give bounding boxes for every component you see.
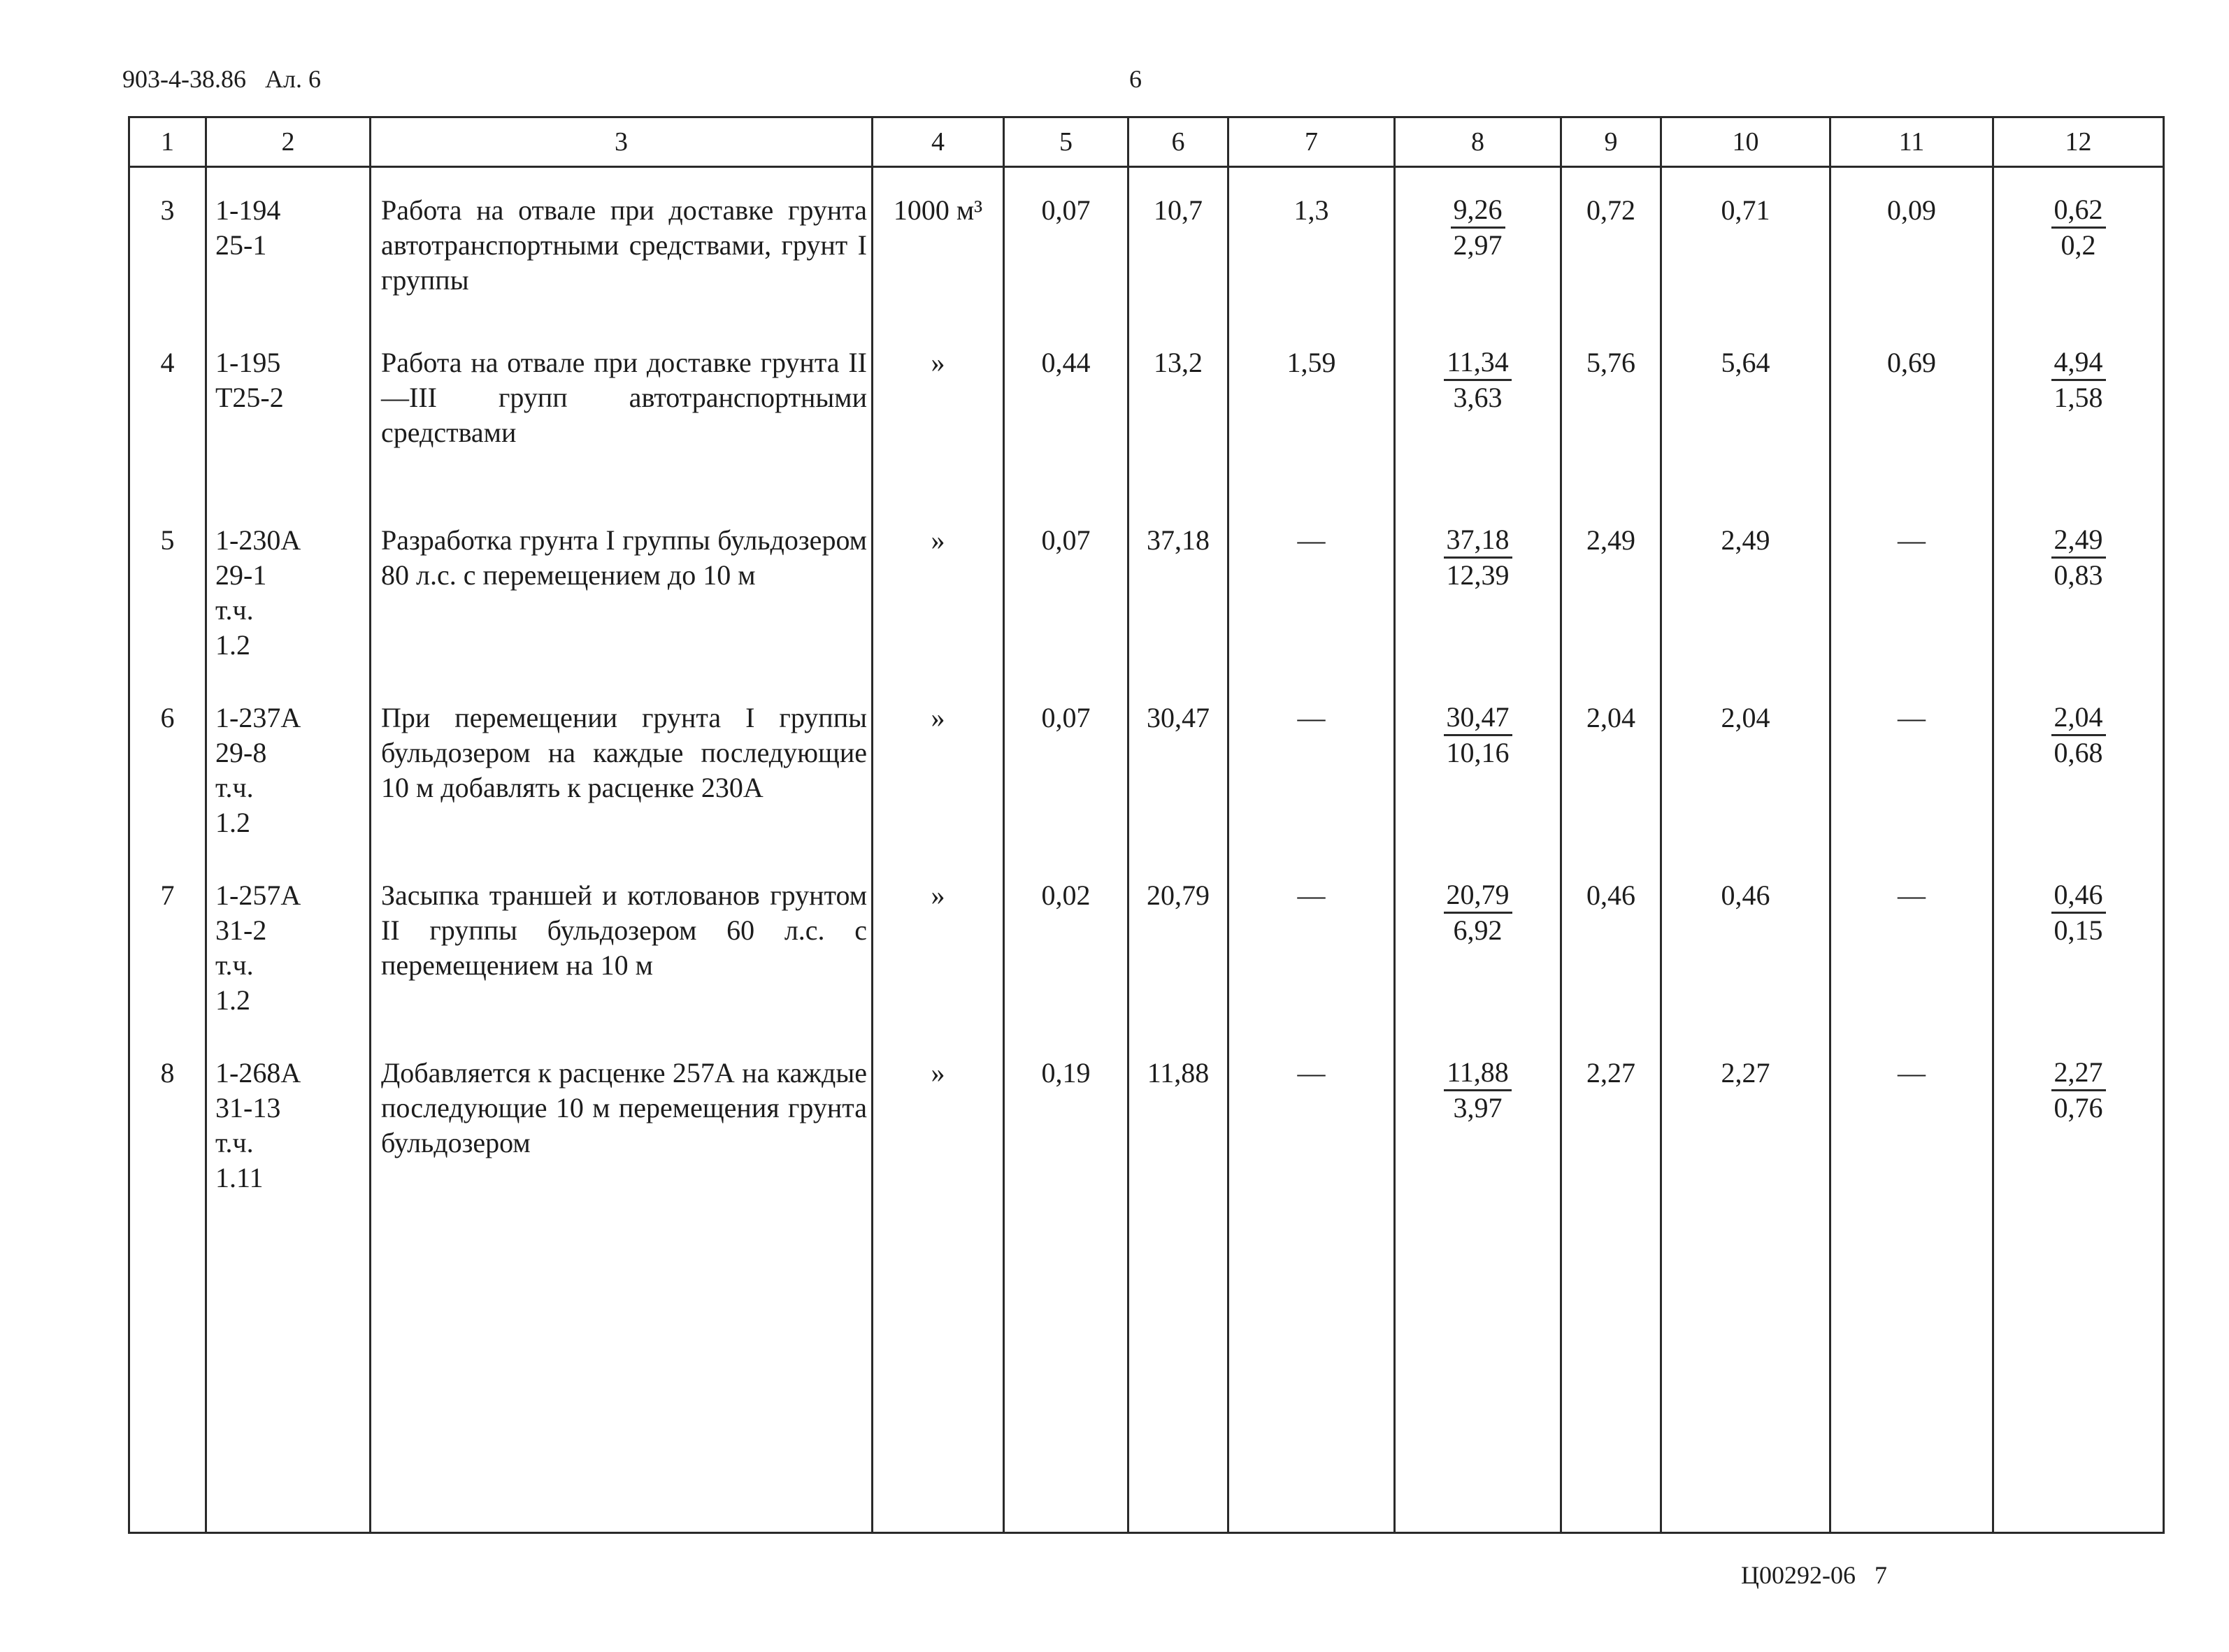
code-line: 1-257А xyxy=(215,879,301,911)
code-line: 25-1 xyxy=(215,229,267,261)
cell-n: 5 xyxy=(129,523,206,701)
cell-desc: Добавляется к расценке 257А на каждые последующие 10 м перемещения грунта бульдозером xyxy=(371,1056,873,1233)
cell-c5: 0,19 xyxy=(1004,1056,1128,1233)
footer-code: Ц00292-06 7 xyxy=(1741,1561,1887,1589)
denominator: 0,83 xyxy=(2054,559,2103,591)
fraction xyxy=(2051,1056,2106,1125)
cell-c6: 13,2 xyxy=(1128,345,1228,523)
cell-code xyxy=(206,523,371,701)
cell-c9: 2,49 xyxy=(1561,523,1661,701)
cell-c5: 0,44 xyxy=(1004,345,1128,523)
numerator: 0,46 xyxy=(2051,878,2106,914)
cell-code xyxy=(206,167,371,346)
cell-c5: 0,02 xyxy=(1004,878,1128,1056)
col-header: 9 xyxy=(1561,117,1661,167)
cell-desc: Разработка грунта I группы бульдозером 80 л.с. с перемещением до 10 м xyxy=(371,523,873,701)
numerator: 30,47 xyxy=(1444,701,1512,736)
denominator: 3,97 xyxy=(1453,1092,1503,1123)
cell-c10: 0,71 xyxy=(1661,167,1830,346)
code-line: 1-195 xyxy=(215,347,281,378)
cell-c8 xyxy=(1395,345,1561,523)
col-header: 1 xyxy=(129,117,206,167)
numerator: 0,62 xyxy=(2051,193,2106,229)
denominator: 12,39 xyxy=(1446,559,1510,591)
numerator: 11,34 xyxy=(1444,345,1512,381)
table-row xyxy=(129,1056,2164,1233)
numerator: 9,26 xyxy=(1451,193,1505,229)
cell-c12 xyxy=(1993,878,2164,1056)
cell-c9: 0,46 xyxy=(1561,878,1661,1056)
cell-unit: » xyxy=(873,523,1004,701)
blank-cell xyxy=(1128,1233,1228,1533)
cell-n: 6 xyxy=(129,701,206,878)
cell-c11: 0,09 xyxy=(1830,167,1993,346)
cell-c8 xyxy=(1395,878,1561,1056)
cell-c7: — xyxy=(1228,1056,1395,1233)
fraction xyxy=(1444,523,1512,592)
numerator: 11,88 xyxy=(1444,1056,1512,1091)
denominator: 0,2 xyxy=(2060,229,2096,261)
cell-c9: 2,27 xyxy=(1561,1056,1661,1233)
cell-n: 8 xyxy=(129,1056,206,1233)
code-line: т.ч. xyxy=(215,1127,254,1158)
cell-c8 xyxy=(1395,701,1561,878)
denominator: 0,68 xyxy=(2054,737,2103,768)
table-row xyxy=(129,167,2164,346)
cell-code xyxy=(206,878,371,1056)
numerator: 2,04 xyxy=(2051,701,2106,736)
code-line: 1.2 xyxy=(215,629,250,661)
col-header: 4 xyxy=(873,117,1004,167)
cell-c7: 1,3 xyxy=(1228,167,1395,346)
cell-c10: 5,64 xyxy=(1661,345,1830,523)
cell-unit: 1000 м³ xyxy=(873,167,1004,346)
col-header: 6 xyxy=(1128,117,1228,167)
code-line: 1-268А xyxy=(215,1057,301,1089)
fraction xyxy=(1444,1056,1512,1125)
cell-c5: 0,07 xyxy=(1004,167,1128,346)
fraction xyxy=(2051,878,2106,947)
blank-cell xyxy=(1830,1233,1993,1533)
cell-code xyxy=(206,1056,371,1233)
cell-c5: 0,07 xyxy=(1004,523,1128,701)
fraction xyxy=(1444,701,1512,770)
fraction xyxy=(2051,701,2106,770)
numerator: 20,79 xyxy=(1444,878,1512,914)
col-header: 11 xyxy=(1830,117,1993,167)
blank-cell xyxy=(1395,1233,1561,1533)
cell-c6: 37,18 xyxy=(1128,523,1228,701)
cell-c10: 2,04 xyxy=(1661,701,1830,878)
cell-desc: При перемещении грунта I группы бульдозером на каждые последующие 10 м добавлять к расценке 230А xyxy=(371,701,873,878)
fraction xyxy=(1444,345,1512,415)
table-row xyxy=(129,523,2164,701)
table-row xyxy=(129,701,2164,878)
cell-c11: — xyxy=(1830,878,1993,1056)
col-header: 8 xyxy=(1395,117,1561,167)
cell-c6: 10,7 xyxy=(1128,167,1228,346)
cell-c6: 30,47 xyxy=(1128,701,1228,878)
code-line: 31-13 xyxy=(215,1092,281,1123)
cell-c10: 2,49 xyxy=(1661,523,1830,701)
col-header: 2 xyxy=(206,117,371,167)
cell-unit: » xyxy=(873,1056,1004,1233)
cell-c7: — xyxy=(1228,701,1395,878)
numerator: 4,94 xyxy=(2051,345,2106,381)
blank-cell xyxy=(1561,1233,1661,1533)
document-code: 903-4-38.86 Ал. 6 xyxy=(122,65,321,93)
code-line: 29-8 xyxy=(215,737,267,768)
blank-cell xyxy=(371,1233,873,1533)
blank-cell xyxy=(129,1233,206,1533)
page-number: 6 xyxy=(1129,65,1142,93)
denominator: 0,15 xyxy=(2054,914,2103,946)
denominator: 6,92 xyxy=(1453,914,1503,946)
cell-code xyxy=(206,701,371,878)
cell-c11: — xyxy=(1830,701,1993,878)
code-line: т.ч. xyxy=(215,949,254,981)
cell-c7: 1,59 xyxy=(1228,345,1395,523)
col-header: 3 xyxy=(371,117,873,167)
blank-cell xyxy=(1004,1233,1128,1533)
code-line: 31-2 xyxy=(215,914,267,946)
blank-cell xyxy=(873,1233,1004,1533)
blank-row xyxy=(129,1233,2164,1533)
code-line: т.ч. xyxy=(215,594,254,626)
denominator: 2,97 xyxy=(1453,229,1503,261)
cell-n: 7 xyxy=(129,878,206,1056)
col-header: 12 xyxy=(1993,117,2164,167)
cell-unit: » xyxy=(873,878,1004,1056)
cell-c5: 0,07 xyxy=(1004,701,1128,878)
code-line: т.ч. xyxy=(215,772,254,803)
code-line: 1-237А xyxy=(215,702,301,733)
denominator: 3,63 xyxy=(1453,382,1503,413)
cell-c12 xyxy=(1993,701,2164,878)
table-row xyxy=(129,878,2164,1056)
cost-table xyxy=(128,116,2165,1534)
col-header: 7 xyxy=(1228,117,1395,167)
cell-c9: 2,04 xyxy=(1561,701,1661,878)
cell-code xyxy=(206,345,371,523)
blank-cell xyxy=(1661,1233,1830,1533)
numerator: 2,27 xyxy=(2051,1056,2106,1091)
blank-cell xyxy=(206,1233,371,1533)
code-line: 1-230А xyxy=(215,524,301,556)
cell-c11: — xyxy=(1830,1056,1993,1233)
code-line: 1.11 xyxy=(215,1162,264,1193)
cell-c12 xyxy=(1993,167,2164,346)
code-line: Т25-2 xyxy=(215,382,284,413)
cell-n: 4 xyxy=(129,345,206,523)
cell-c9: 5,76 xyxy=(1561,345,1661,523)
cell-c7: — xyxy=(1228,523,1395,701)
fraction xyxy=(1451,193,1505,262)
cell-n: 3 xyxy=(129,167,206,346)
cell-desc: Работа на отвале при доставке грунта автотранспортными средствами, грунт I группы xyxy=(371,167,873,346)
code-line: 1.2 xyxy=(215,984,250,1016)
fraction xyxy=(2051,523,2106,592)
cell-unit: » xyxy=(873,701,1004,878)
col-header: 10 xyxy=(1661,117,1830,167)
cell-c12 xyxy=(1993,523,2164,701)
cell-c6: 11,88 xyxy=(1128,1056,1228,1233)
cell-c12 xyxy=(1993,1056,2164,1233)
fraction xyxy=(2051,345,2106,415)
cell-c7: — xyxy=(1228,878,1395,1056)
cell-c8 xyxy=(1395,1056,1561,1233)
cell-c8 xyxy=(1395,167,1561,346)
cell-c8 xyxy=(1395,523,1561,701)
cell-c10: 0,46 xyxy=(1661,878,1830,1056)
code-line: 29-1 xyxy=(215,559,267,591)
cell-c9: 0,72 xyxy=(1561,167,1661,346)
col-header: 5 xyxy=(1004,117,1128,167)
cell-desc: Засыпка траншей и котлованов грунтом II группы бульдозером 60 л.с. с перемещением на 10 м xyxy=(371,878,873,1056)
cell-c6: 20,79 xyxy=(1128,878,1228,1056)
fraction xyxy=(2051,193,2106,262)
cell-unit: » xyxy=(873,345,1004,523)
cell-c11: — xyxy=(1830,523,1993,701)
denominator: 1,58 xyxy=(2054,382,2103,413)
cell-c12 xyxy=(1993,345,2164,523)
cell-c11: 0,69 xyxy=(1830,345,1993,523)
denominator: 0,76 xyxy=(2054,1092,2103,1123)
column-header-row xyxy=(129,117,2164,167)
denominator: 10,16 xyxy=(1446,737,1510,768)
cell-desc: Работа на отвале при доставке грунта II—III групп автотранспортными средствами xyxy=(371,345,873,523)
numerator: 2,49 xyxy=(2051,523,2106,559)
fraction xyxy=(1444,878,1512,947)
numerator: 37,18 xyxy=(1444,523,1512,559)
blank-cell xyxy=(1993,1233,2164,1533)
blank-cell xyxy=(1228,1233,1395,1533)
code-line: 1.2 xyxy=(215,807,250,838)
table-row xyxy=(129,345,2164,523)
code-line: 1-194 xyxy=(215,194,281,226)
cell-c10: 2,27 xyxy=(1661,1056,1830,1233)
